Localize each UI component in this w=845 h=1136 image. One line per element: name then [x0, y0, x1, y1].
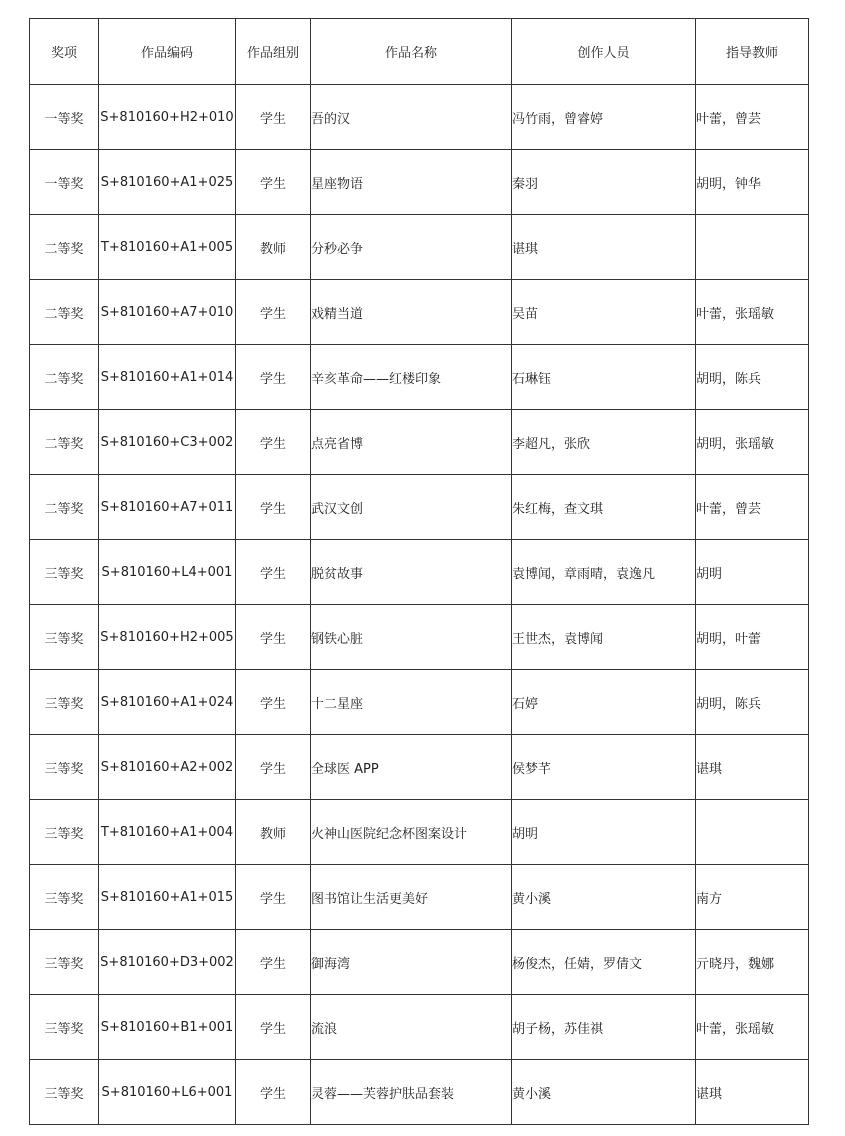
table-row	[30, 280, 809, 345]
creators-cell: 黄小溪	[512, 865, 696, 930]
advisors-cell: 谌琪	[696, 735, 809, 800]
code-cell: S+810160+A1+014	[99, 345, 236, 410]
award-cell: 三等奖	[30, 540, 99, 605]
creators-cell: 秦羽	[512, 150, 696, 215]
work-name-cell: 分秒必争	[311, 215, 512, 280]
code-cell: S+810160+L4+001	[99, 540, 236, 605]
advisors-cell: 胡明，钟华	[696, 150, 809, 215]
creators-cell: 谌琪	[512, 215, 696, 280]
creators-cell: 石婷	[512, 670, 696, 735]
code-cell: S+810160+H2+005	[99, 605, 236, 670]
table-row	[30, 670, 809, 735]
code-cell: S+810160+L6+001	[99, 1060, 236, 1125]
table-row	[30, 735, 809, 800]
group-cell: 教师	[236, 800, 311, 865]
advisors-cell: 胡明，叶蕾	[696, 605, 809, 670]
code-cell: T+810160+A1+005	[99, 215, 236, 280]
group-cell: 学生	[236, 540, 311, 605]
work-name-cell: 点亮省博	[311, 410, 512, 475]
award-cell: 三等奖	[30, 1060, 99, 1125]
table-row	[30, 410, 809, 475]
advisors-cell	[696, 800, 809, 865]
award-cell: 二等奖	[30, 475, 99, 540]
work-name-cell: 御海湾	[311, 930, 512, 995]
group-cell: 学生	[236, 280, 311, 345]
table-row	[30, 345, 809, 410]
advisors-cell: 胡明，陈兵	[696, 345, 809, 410]
award-cell: 三等奖	[30, 670, 99, 735]
group-cell: 教师	[236, 215, 311, 280]
group-cell: 学生	[236, 995, 311, 1060]
group-cell: 学生	[236, 735, 311, 800]
table-row	[30, 1060, 809, 1125]
code-cell: S+810160+D3+002	[99, 930, 236, 995]
header-advisors: 指导教师	[696, 19, 809, 85]
group-cell: 学生	[236, 475, 311, 540]
table-body	[30, 85, 809, 1125]
group-cell: 学生	[236, 930, 311, 995]
code-cell: S+810160+B1+001	[99, 995, 236, 1060]
advisors-cell: 胡明	[696, 540, 809, 605]
award-cell: 三等奖	[30, 995, 99, 1060]
table-row	[30, 475, 809, 540]
creators-cell: 吴苗	[512, 280, 696, 345]
work-name-cell: 灵蓉——芙蓉护肤品套装	[311, 1060, 512, 1125]
group-cell: 学生	[236, 605, 311, 670]
advisors-cell: 南方	[696, 865, 809, 930]
award-cell: 一等奖	[30, 85, 99, 150]
work-name-cell: 流浪	[311, 995, 512, 1060]
code-cell: S+810160+A2+002	[99, 735, 236, 800]
work-name-cell: 星座物语	[311, 150, 512, 215]
creators-cell: 黄小溪	[512, 1060, 696, 1125]
creators-cell: 胡子杨，苏佳祺	[512, 995, 696, 1060]
table-row	[30, 150, 809, 215]
award-cell: 二等奖	[30, 410, 99, 475]
advisors-cell: 亓晓丹，魏娜	[696, 930, 809, 995]
award-cell: 三等奖	[30, 605, 99, 670]
advisors-cell: 胡明，张瑶敏	[696, 410, 809, 475]
work-name-cell: 辛亥革命——红楼印象	[311, 345, 512, 410]
creators-cell: 石琳钰	[512, 345, 696, 410]
work-name-cell: 钢铁心脏	[311, 605, 512, 670]
table-row	[30, 215, 809, 280]
award-cell: 二等奖	[30, 215, 99, 280]
advisors-cell: 叶蕾，张瑶敏	[696, 280, 809, 345]
code-cell: S+810160+A7+011	[99, 475, 236, 540]
table-row	[30, 930, 809, 995]
award-cell: 一等奖	[30, 150, 99, 215]
award-cell: 三等奖	[30, 800, 99, 865]
award-cell: 二等奖	[30, 345, 99, 410]
creators-cell: 胡明	[512, 800, 696, 865]
header-group: 作品组别	[236, 19, 311, 85]
table-row	[30, 800, 809, 865]
work-name-cell: 武汉文创	[311, 475, 512, 540]
table-row	[30, 540, 809, 605]
creators-cell: 王世杰，袁博闻	[512, 605, 696, 670]
group-cell: 学生	[236, 410, 311, 475]
award-cell: 三等奖	[30, 865, 99, 930]
advisors-cell: 叶蕾，曾芸	[696, 85, 809, 150]
work-name-cell: 十二星座	[311, 670, 512, 735]
group-cell: 学生	[236, 345, 311, 410]
work-name-cell: 图书馆让生活更美好	[311, 865, 512, 930]
header-name: 作品名称	[311, 19, 512, 85]
code-cell: S+810160+A1+025	[99, 150, 236, 215]
advisors-cell: 叶蕾，张瑶敏	[696, 995, 809, 1060]
advisors-cell	[696, 215, 809, 280]
code-cell: S+810160+C3+002	[99, 410, 236, 475]
header-code: 作品编码	[99, 19, 236, 85]
group-cell: 学生	[236, 670, 311, 735]
header-award: 奖项	[30, 19, 99, 85]
group-cell: 学生	[236, 85, 311, 150]
code-cell: T+810160+A1+004	[99, 800, 236, 865]
creators-cell: 朱红梅，查文琪	[512, 475, 696, 540]
award-cell: 二等奖	[30, 280, 99, 345]
table-row	[30, 85, 809, 150]
code-cell: S+810160+H2+010	[99, 85, 236, 150]
advisors-cell: 胡明，陈兵	[696, 670, 809, 735]
table-row	[30, 605, 809, 670]
award-cell: 三等奖	[30, 930, 99, 995]
group-cell: 学生	[236, 1060, 311, 1125]
creators-cell: 袁博闻，章雨晴，袁逸凡	[512, 540, 696, 605]
creators-cell: 李超凡，张欣	[512, 410, 696, 475]
work-name-cell: 全球医 APP	[311, 735, 512, 800]
table-row	[30, 995, 809, 1060]
header-creators: 创作人员	[512, 19, 696, 85]
work-name-cell: 戏精当道	[311, 280, 512, 345]
header-row	[30, 19, 809, 85]
work-name-cell: 吾的汉	[311, 85, 512, 150]
table-row	[30, 865, 809, 930]
work-name-cell: 火神山医院纪念杯图案设计	[311, 800, 512, 865]
creators-cell: 杨俊杰，任婧，罗倩文	[512, 930, 696, 995]
group-cell: 学生	[236, 865, 311, 930]
code-cell: S+810160+A1+024	[99, 670, 236, 735]
award-cell: 三等奖	[30, 735, 99, 800]
group-cell: 学生	[236, 150, 311, 215]
work-name-cell: 脱贫故事	[311, 540, 512, 605]
code-cell: S+810160+A7+010	[99, 280, 236, 345]
creators-cell: 冯竹雨，曾睿婷	[512, 85, 696, 150]
creators-cell: 侯梦芊	[512, 735, 696, 800]
advisors-cell: 谌琪	[696, 1060, 809, 1125]
code-cell: S+810160+A1+015	[99, 865, 236, 930]
awards-table	[29, 18, 809, 1125]
advisors-cell: 叶蕾，曾芸	[696, 475, 809, 540]
